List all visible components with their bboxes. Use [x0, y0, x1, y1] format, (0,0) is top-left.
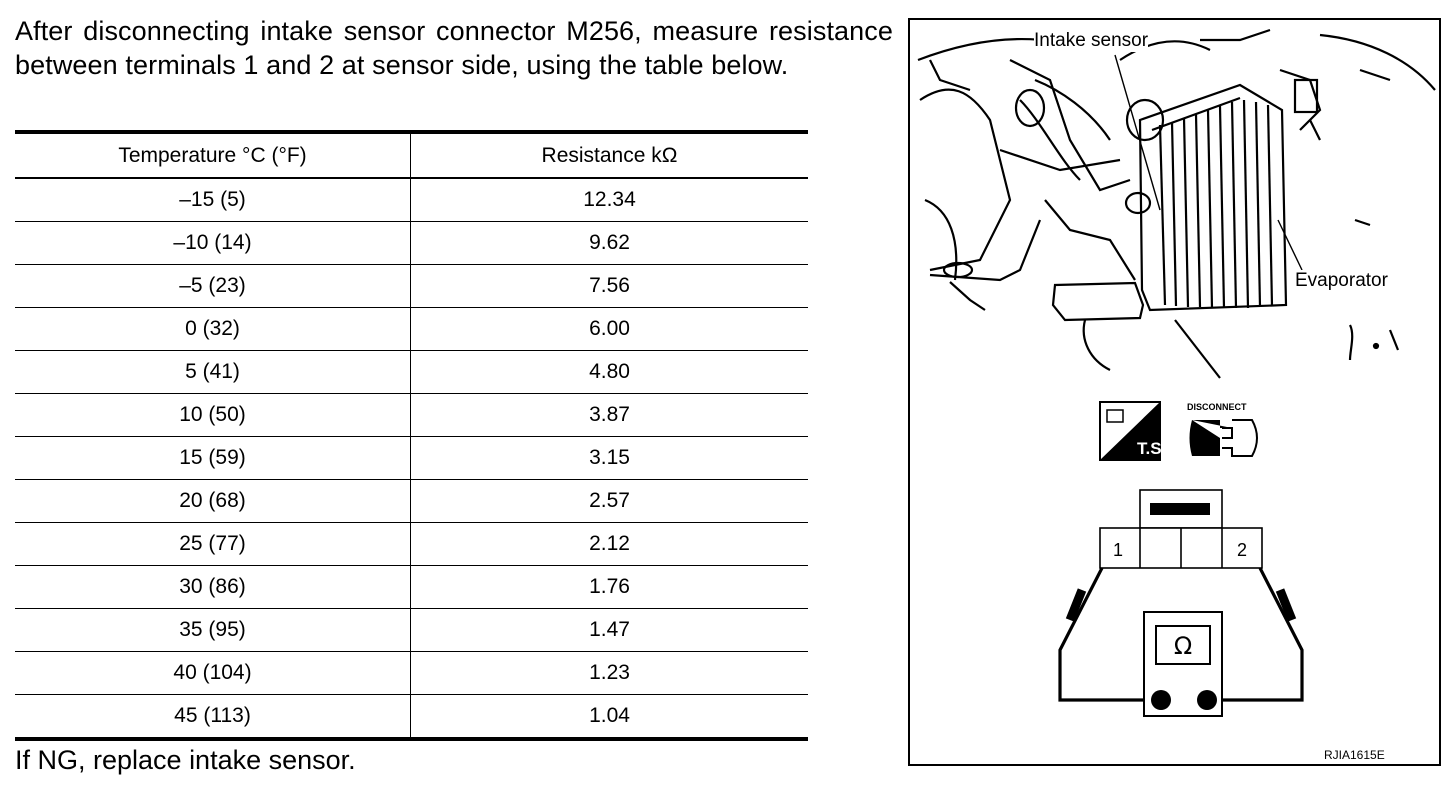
resistance-cell: 2.57 [411, 480, 809, 523]
temperature-cell: 0 (32) [15, 308, 411, 351]
resistance-table [15, 130, 808, 741]
resistance-cell: 1.23 [411, 652, 809, 695]
temperature-header: Temperature °C (°F) [15, 132, 411, 178]
ohm-symbol: Ω [1173, 632, 1193, 660]
table-row [15, 695, 808, 740]
ohmmeter [1144, 612, 1222, 716]
temperature-cell: 15 (59) [15, 437, 411, 480]
temperature-cell: 25 (77) [15, 523, 411, 566]
terminal-1-label: 1 [1113, 540, 1124, 560]
resistance-cell: 1.47 [411, 609, 809, 652]
figure-code: RJIA1615E [1324, 748, 1385, 762]
table-row [15, 222, 808, 265]
temperature-cell: 35 (95) [15, 609, 411, 652]
table-row [15, 178, 808, 222]
evaporator-label: Evaporator [1295, 270, 1388, 291]
temperature-cell: –5 (23) [15, 265, 411, 308]
temperature-cell: 45 (113) [15, 695, 411, 740]
resistance-cell: 12.34 [411, 178, 809, 222]
temperature-cell: –10 (14) [15, 222, 411, 265]
temperature-cell: 40 (104) [15, 652, 411, 695]
resistance-cell: 4.80 [411, 351, 809, 394]
resistance-cell: 3.15 [411, 437, 809, 480]
table-row [15, 437, 808, 480]
resistance-cell: 3.87 [411, 394, 809, 437]
engine-bay-illustration [910, 20, 1443, 768]
table-row [15, 265, 808, 308]
resistance-cell: 1.04 [589, 704, 630, 727]
table-row [15, 652, 808, 695]
temperature-cell: 30 (86) [15, 566, 411, 609]
table-row [15, 609, 808, 652]
resistance-cell: 2.12 [411, 523, 809, 566]
ts-badge-label: T.S. [1137, 439, 1167, 458]
resistance-cell: 1.76 [411, 566, 809, 609]
table-row [15, 394, 808, 437]
table-row [15, 351, 808, 394]
table-row [15, 308, 808, 351]
temperature-cell: 5 (41) [15, 351, 411, 394]
resistance-cell: 7.56 [411, 265, 809, 308]
disconnect-icon [1187, 402, 1257, 456]
resistance-cell: 9.62 [411, 222, 809, 265]
instruction-text: After disconnecting intake sensor connector M256, measure resistance between terminals 1 and 2 at sensor side, using the table below. [15, 16, 893, 80]
intake-sensor-label: Intake sensor [1034, 30, 1149, 51]
resistance-header: Resistance kΩ [411, 132, 809, 178]
table-row [15, 480, 808, 523]
table-row [15, 523, 808, 566]
terminal-2-label: 2 [1237, 540, 1248, 560]
table-header-row [15, 132, 808, 178]
disconnect-label: DISCONNECT [1187, 402, 1247, 412]
footer-note: If NG, replace intake sensor. [15, 745, 356, 775]
temperature-cell: 10 (50) [15, 394, 411, 437]
table-row [15, 566, 808, 609]
temperature-cell: –15 (5) [15, 178, 411, 222]
ts-badge [1100, 402, 1166, 460]
sensor-figure [908, 18, 1441, 766]
temperature-cell: 20 (68) [15, 480, 411, 523]
resistance-cell: 6.00 [411, 308, 809, 351]
